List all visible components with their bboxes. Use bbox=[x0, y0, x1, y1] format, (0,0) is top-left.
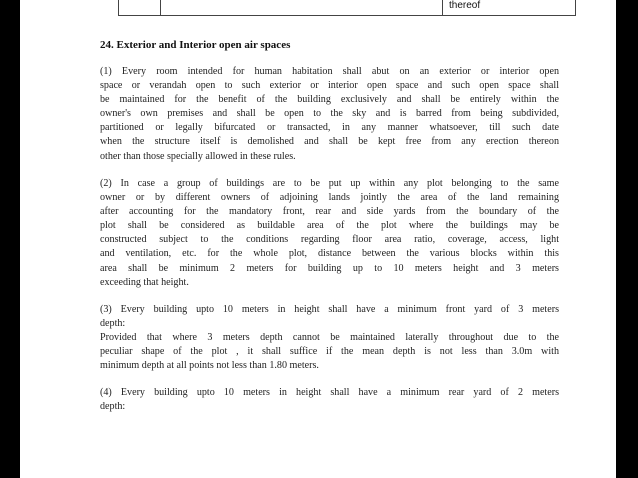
paragraph-2 bbox=[100, 177, 559, 290]
paragraph-4 bbox=[100, 386, 559, 414]
text-line: peculiar shape of the plot , it shall suffice if the mean depth is not less than 3.0m with bbox=[100, 346, 559, 358]
text-line: plot shall be considered as buildable area of the plot where the buildings may be bbox=[100, 220, 559, 232]
text-line: (2) In case a group of buildings are to be put up within any plot belonging to the same bbox=[100, 178, 559, 189]
text-line: other than those specially allowed in these rules. bbox=[100, 150, 296, 162]
table-divider bbox=[160, 0, 161, 15]
text-line: (3) Every building upto 10 meters in height shall have a minimum front yard of 3 meters bbox=[100, 304, 559, 315]
document-page bbox=[20, 0, 616, 478]
text-line: after accounting for the mandatory front, rear and side yards from the boundary of the bbox=[100, 206, 559, 218]
table-fragment bbox=[118, 0, 576, 16]
text-line: and ventilation, etc. for the whole plot, distance between the various blocks within this bbox=[100, 248, 559, 260]
text-line: be maintained for the benefit of the building exclusively and shall be entirely within the bbox=[100, 94, 559, 106]
text-line: owner or by different owners of adjoining lands jointly the area of the land remaining bbox=[100, 192, 559, 204]
text-line: depth: bbox=[100, 318, 126, 330]
text-line: exceeding that height. bbox=[100, 276, 189, 288]
table-cell: thereof bbox=[449, 0, 481, 11]
paragraph-1 bbox=[100, 65, 559, 164]
text-line: Provided that where 3 meters depth cannot be maintained laterally throughout due to the bbox=[100, 332, 559, 344]
text-line: (1) Every room intended for human habitation shall abut on an exterior or interior open bbox=[100, 66, 559, 77]
paragraph-3 bbox=[100, 303, 559, 373]
text-line: area shall be minimum 2 meters for building up to 10 meters height and 3 meters bbox=[100, 262, 559, 274]
table-divider bbox=[442, 0, 443, 15]
text-line: owner's own premises and shall be open to the sky and is barred from being subdivided, bbox=[100, 108, 559, 120]
text-line: depth: bbox=[100, 401, 126, 413]
text-line: (4) Every building upto 10 meters in height shall have a minimum rear yard of 2 meters bbox=[100, 387, 559, 398]
text-line: space or verandah open to such exterior or interior open space and such open space shall bbox=[100, 80, 559, 92]
text-line: partitioned or legally bifurcated or transacted, in any manner whatsoever, till such date bbox=[100, 122, 559, 134]
text-line: constructed subject to the conditions regarding floor area ratio, coverage, access, light bbox=[100, 234, 559, 246]
text-line: minimum depth at all points not less than 1.80 meters. bbox=[100, 360, 319, 372]
text-line: when the structure itself is demolished and shall be kept free from any erection thereon bbox=[100, 136, 559, 148]
section-heading: 24. Exterior and Interior open air spaces bbox=[100, 39, 291, 51]
